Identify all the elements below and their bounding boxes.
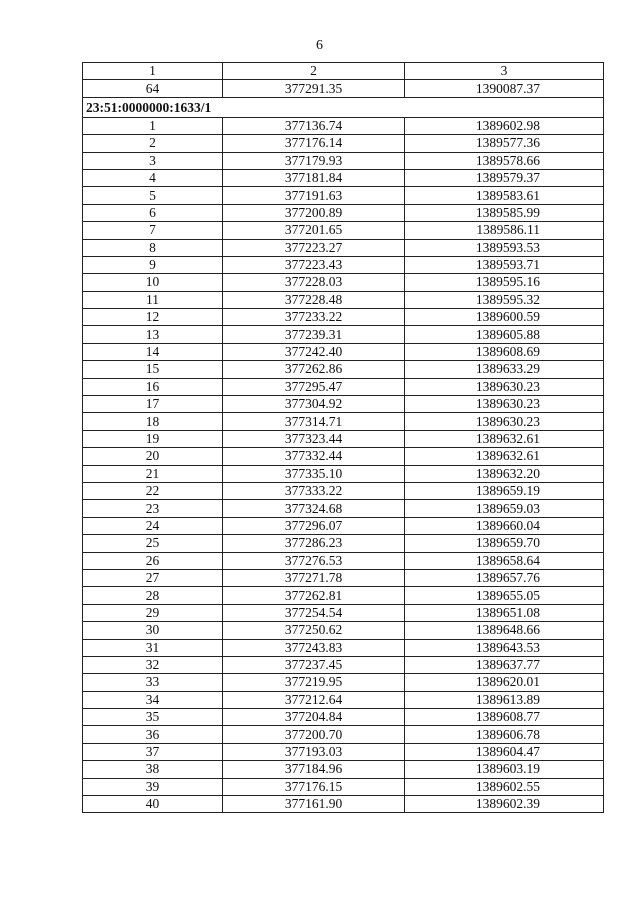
y-coordinate-cell: 1389606.78: [405, 726, 604, 743]
table-row: [83, 761, 604, 778]
point-number-cell: 33: [83, 674, 223, 691]
point-number-cell: 2: [83, 135, 223, 152]
x-coordinate-cell: 377243.83: [223, 639, 405, 656]
table-row: [83, 604, 604, 621]
parcel-section-row: [83, 97, 604, 117]
y-coordinate-cell: 1389655.05: [405, 587, 604, 604]
x-coordinate-cell: 377242.40: [223, 343, 405, 360]
point-number-cell: 25: [83, 535, 223, 552]
table-row: [83, 778, 604, 795]
x-coordinate-cell: 377262.86: [223, 361, 405, 378]
x-coordinate-cell: 377333.22: [223, 482, 405, 499]
x-coordinate-cell: 377239.31: [223, 326, 405, 343]
table-row: [83, 691, 604, 708]
y-coordinate-cell: 1389593.71: [405, 256, 604, 273]
x-coordinate-cell: 377237.45: [223, 656, 405, 673]
cadastral-number-label: 23:51:0000000:1633/1: [83, 97, 604, 117]
point-number-cell: 17: [83, 396, 223, 413]
table-row: [83, 326, 604, 343]
table-row: [83, 656, 604, 673]
table-row: [83, 482, 604, 499]
table-row: [83, 291, 604, 308]
y-coordinate-cell: 1389577.36: [405, 135, 604, 152]
table-row: [83, 796, 604, 813]
x-coordinate-cell: 377191.63: [223, 187, 405, 204]
y-coordinate-cell: 1389586.11: [405, 222, 604, 239]
table-row: [83, 309, 604, 326]
point-number-cell: 37: [83, 743, 223, 760]
x-coordinate-cell: 377223.27: [223, 239, 405, 256]
y-coordinate-cell: 1389658.64: [405, 552, 604, 569]
x-coordinate-cell: 377200.89: [223, 204, 405, 221]
x-coordinate-cell: 377286.23: [223, 535, 405, 552]
y-coordinate-cell: 1389608.77: [405, 709, 604, 726]
table-row: [83, 239, 604, 256]
y-coordinate-cell: 1389602.39: [405, 796, 604, 813]
point-number-cell: 24: [83, 517, 223, 534]
x-coordinate-cell: 377176.14: [223, 135, 405, 152]
point-number-cell: 18: [83, 413, 223, 430]
point-number-cell: 40: [83, 796, 223, 813]
table-row: [83, 117, 604, 134]
x-coordinate-cell: 377184.96: [223, 761, 405, 778]
point-number-cell: 22: [83, 482, 223, 499]
table-header-row: [83, 63, 604, 80]
coordinates-table: [82, 62, 604, 813]
point-number-cell: 1: [83, 117, 223, 134]
y-coordinate-cell: 1389600.59: [405, 309, 604, 326]
point-number-cell: 11: [83, 291, 223, 308]
x-coordinate-cell: 377296.07: [223, 517, 405, 534]
point-number-cell: 6: [83, 204, 223, 221]
table-row: [83, 413, 604, 430]
x-coordinate-cell: 377136.74: [223, 117, 405, 134]
table-row: [83, 726, 604, 743]
x-coordinate-cell: 377254.54: [223, 604, 405, 621]
table-row: [83, 709, 604, 726]
x-coordinate-cell: 377314.71: [223, 413, 405, 430]
point-number-cell: 23: [83, 500, 223, 517]
x-coordinate-cell: 377176.15: [223, 778, 405, 795]
y-coordinate-cell: 1389578.66: [405, 152, 604, 169]
x-coordinate-cell: 377223.43: [223, 256, 405, 273]
point-number-cell: 7: [83, 222, 223, 239]
point-number-cell: 27: [83, 569, 223, 586]
table-row: [83, 187, 604, 204]
point-number-cell: 12: [83, 309, 223, 326]
header-cell-x: 2: [223, 63, 405, 80]
y-coordinate-cell: 1389605.88: [405, 326, 604, 343]
table-row: [83, 500, 604, 517]
y-coordinate-cell: 1389593.53: [405, 239, 604, 256]
table-row: [83, 552, 604, 569]
point-number-cell: 15: [83, 361, 223, 378]
y-coordinate-cell: 1389632.20: [405, 465, 604, 482]
x-coordinate-cell: 377291.35: [223, 80, 405, 97]
y-coordinate-cell: 1389643.53: [405, 639, 604, 656]
y-coordinate-cell: 1389659.19: [405, 482, 604, 499]
point-number-cell: 35: [83, 709, 223, 726]
table-row: [83, 152, 604, 169]
table-row: [83, 674, 604, 691]
x-coordinate-cell: 377233.22: [223, 309, 405, 326]
point-number-cell: 19: [83, 430, 223, 447]
table-row: [83, 274, 604, 291]
point-number-cell: 36: [83, 726, 223, 743]
x-coordinate-cell: 377200.70: [223, 726, 405, 743]
point-number-cell: 30: [83, 622, 223, 639]
y-coordinate-cell: 1389648.66: [405, 622, 604, 639]
header-cell-point: 1: [83, 63, 223, 80]
point-number-cell: 26: [83, 552, 223, 569]
x-coordinate-cell: 377324.68: [223, 500, 405, 517]
table-row: [83, 204, 604, 221]
table-row: [83, 256, 604, 273]
table-row: [83, 80, 604, 97]
point-number-cell: 39: [83, 778, 223, 795]
x-coordinate-cell: 377212.64: [223, 691, 405, 708]
point-number-cell: 9: [83, 256, 223, 273]
y-coordinate-cell: 1389630.23: [405, 396, 604, 413]
table-row: [83, 430, 604, 447]
x-coordinate-cell: 377271.78: [223, 569, 405, 586]
table-row: [83, 535, 604, 552]
point-number-cell: 16: [83, 378, 223, 395]
y-coordinate-cell: 1389659.70: [405, 535, 604, 552]
x-coordinate-cell: 377276.53: [223, 552, 405, 569]
table-row: [83, 569, 604, 586]
x-coordinate-cell: 377323.44: [223, 430, 405, 447]
point-number-cell: 32: [83, 656, 223, 673]
y-coordinate-cell: 1389613.89: [405, 691, 604, 708]
coordinates-table-body: [83, 63, 604, 813]
table-row: [83, 378, 604, 395]
y-coordinate-cell: 1389579.37: [405, 169, 604, 186]
x-coordinate-cell: 377228.03: [223, 274, 405, 291]
table-row: [83, 448, 604, 465]
y-coordinate-cell: 1389620.01: [405, 674, 604, 691]
point-number-cell: 4: [83, 169, 223, 186]
point-number-cell: 64: [83, 80, 223, 97]
y-coordinate-cell: 1389630.23: [405, 378, 604, 395]
x-coordinate-cell: 377304.92: [223, 396, 405, 413]
y-coordinate-cell: 1389659.03: [405, 500, 604, 517]
table-row: [83, 343, 604, 360]
x-coordinate-cell: 377193.03: [223, 743, 405, 760]
y-coordinate-cell: 1389657.76: [405, 569, 604, 586]
y-coordinate-cell: 1389630.23: [405, 413, 604, 430]
y-coordinate-cell: 1389603.19: [405, 761, 604, 778]
table-row: [83, 517, 604, 534]
y-coordinate-cell: 1389660.04: [405, 517, 604, 534]
point-number-cell: 31: [83, 639, 223, 656]
point-number-cell: 21: [83, 465, 223, 482]
table-row: [83, 169, 604, 186]
point-number-cell: 38: [83, 761, 223, 778]
y-coordinate-cell: 1389595.16: [405, 274, 604, 291]
point-number-cell: 8: [83, 239, 223, 256]
point-number-cell: 34: [83, 691, 223, 708]
y-coordinate-cell: 1389595.32: [405, 291, 604, 308]
x-coordinate-cell: 377204.84: [223, 709, 405, 726]
point-number-cell: 10: [83, 274, 223, 291]
y-coordinate-cell: 1389632.61: [405, 448, 604, 465]
point-number-cell: 13: [83, 326, 223, 343]
y-coordinate-cell: 1389585.99: [405, 204, 604, 221]
point-number-cell: 20: [83, 448, 223, 465]
x-coordinate-cell: 377250.62: [223, 622, 405, 639]
table-row: [83, 743, 604, 760]
y-coordinate-cell: 1389608.69: [405, 343, 604, 360]
table-row: [83, 622, 604, 639]
x-coordinate-cell: 377219.95: [223, 674, 405, 691]
page-number: 6: [316, 38, 323, 53]
table-row: [83, 639, 604, 656]
x-coordinate-cell: 377295.47: [223, 378, 405, 395]
header-cell-y: 3: [405, 63, 604, 80]
x-coordinate-cell: 377161.90: [223, 796, 405, 813]
x-coordinate-cell: 377201.65: [223, 222, 405, 239]
x-coordinate-cell: 377262.81: [223, 587, 405, 604]
x-coordinate-cell: 377335.10: [223, 465, 405, 482]
x-coordinate-cell: 377181.84: [223, 169, 405, 186]
x-coordinate-cell: 377179.93: [223, 152, 405, 169]
y-coordinate-cell: 1390087.37: [405, 80, 604, 97]
point-number-cell: 29: [83, 604, 223, 621]
y-coordinate-cell: 1389602.98: [405, 117, 604, 134]
table-row: [83, 222, 604, 239]
point-number-cell: 14: [83, 343, 223, 360]
y-coordinate-cell: 1389632.61: [405, 430, 604, 447]
point-number-cell: 3: [83, 152, 223, 169]
y-coordinate-cell: 1389604.47: [405, 743, 604, 760]
x-coordinate-cell: 377228.48: [223, 291, 405, 308]
table-row: [83, 587, 604, 604]
point-number-cell: 5: [83, 187, 223, 204]
table-row: [83, 361, 604, 378]
y-coordinate-cell: 1389633.29: [405, 361, 604, 378]
point-number-cell: 28: [83, 587, 223, 604]
y-coordinate-cell: 1389602.55: [405, 778, 604, 795]
y-coordinate-cell: 1389583.61: [405, 187, 604, 204]
x-coordinate-cell: 377332.44: [223, 448, 405, 465]
y-coordinate-cell: 1389637.77: [405, 656, 604, 673]
table-row: [83, 396, 604, 413]
table-row: [83, 135, 604, 152]
table-row: [83, 465, 604, 482]
y-coordinate-cell: 1389651.08: [405, 604, 604, 621]
